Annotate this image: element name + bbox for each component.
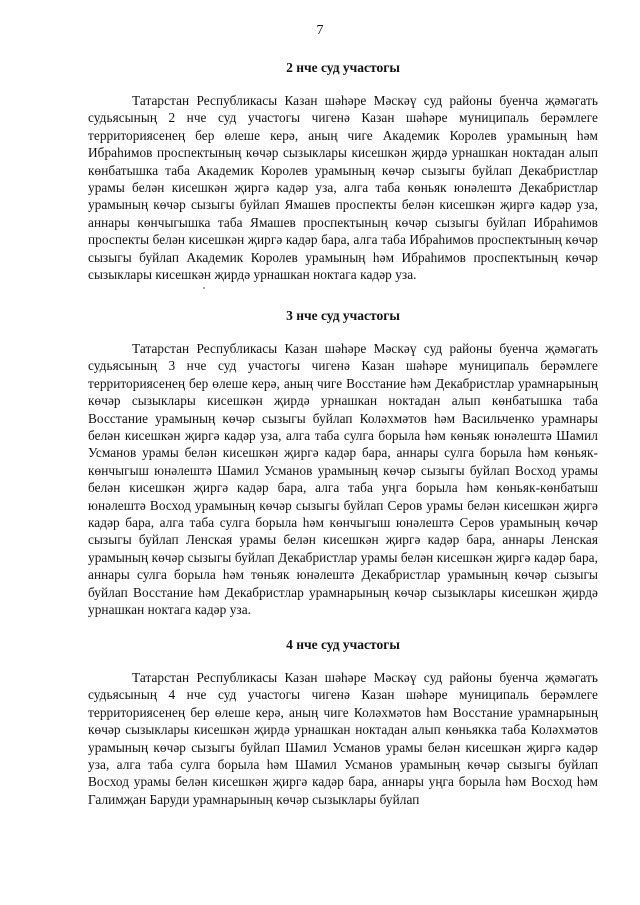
court-section-4	[88, 637, 598, 808]
page-number: 7	[316, 23, 324, 38]
section-title: 4 нче суд участогы	[286, 637, 400, 652]
section-paragraph: Татарстан Республикасы Казан шәһәре Мәскәү суд районы буенча җәмәгать судьясының 2 нче суд участогы чигенә Казан шәһәре муниципаль берәмлеге территориясенең бер өлеше керә, аның чиге Академик Королев урамының һәм Ибраһимов проспектының көчәр сызыклары кисешкән җирдә урнашкан ноктадан алып көнбатышка таба Академик Королев урамының көчәр сызыгы буйлап Декабристлар урамы белән кисешкән җиргә кадәр уза, алга таба көньяк юнәлештә Декабристлар урамының көчәр сызыгы буйлап Ямашев проспекты белән кисешкән җиргә кадәр уза, аннары көнчыгышка таба Ямашев проспектының көчәр сызыгы буйлап Ибраһимов проспекты белән кисешкән җиргә кадәр бара, алга таба Ибраһимов проспектының көчәр сызыгы буйлап Академик Королев урамының һәм Ибраһимов проспектының көчәр сызыклары кисешкән җирдә урнашкан ноктага кадәр уза.	[88, 93, 598, 283]
section-paragraph: Татарстан Республикасы Казан шәһәре Мәскәү суд районы буенча җәмәгать судьясының 3 нче суд участогы чигенә Казан шәһәре муниципаль берәмлеге территориясенең бер өлеше керә, аның чиге Восстание һәм Декабристлар урамнарының көчәр сызыклары кисешкән җирдә урнашкан ноктадан алып көнбатышка таба Восстание урамының көчәр сызыгы буйлап Коләхмәтов һәм Васильченко урамнары белән кисешкән җиргә кадәр уза, алга таба сулга борыла һәм көньяк юнәлештә Шамил Усманов урамы белән кисешкән җиргә кадәр бара, аннары сулга борыла һәм көньяк-көнчыгыш юнәлештә Шамил Усманов урамының көчәр сызыгы буйлап Восход урамы белән кисешкән җиргә кадәр бара, алга таба уңга борыла һәм көньяк-көнбатыш юнәлештә Восход урамының көчәр сызыгы буйлап Серов урамы белән кисешкән җиргә кадәр бара, алга таба сулга борыла һәм көнчыгыш юнәлештә Серов урамының көчәр сызыгы буйлап Ленская урамы белән кисешкән җиргә кадәр бара, аннары Ленская урамының көчәр сызыгы буйлап Декабристлар урамы белән кисешкән җиргә кадәр бара, аннары сулга борыла һәм төньяк юнәлештә Декабристлар урамының көчәр сызыгы буйлап Восстание һәм Декабристлар урамнарының көчәр сызыклары кисешкән җирдә урнашкан ноктага кадәр уза.	[88, 341, 598, 618]
court-section-2	[88, 60, 598, 283]
section-paragraph: Татарстан Республикасы Казан шәһәре Мәскәү суд районы буенча җәмәгать судьясының 4 нче суд участогы чигенә Казан шәһәре муниципаль берәмлеге территориясенең бер өлеше керә, аның чиге Коләхмәтов һәм Восстание урамнарының көчәр сызыклары кисешкән җирдә урнашкан ноктадан алып көньякка таба Коләхмәтов урамының көчәр сызыгы буйлап Шамил Усманов урамы белән кисешкән җиргә кадәр уза, алга таба сулга борыла һәм Шамил Усманов урамының көчәр сызыгы буйлап Восход урамы белән кисешкән җиргә кадәр бара, аннары уңга борыла һәм Восход һәм Галимҗан Баруди урамнарының көчәр сызыклары буйлап	[88, 670, 598, 807]
section-title: 3 нче суд участогы	[286, 308, 400, 323]
court-section-3	[88, 308, 598, 619]
section-title: 2 нче суд участогы	[286, 60, 400, 75]
scan-speck	[203, 287, 205, 289]
